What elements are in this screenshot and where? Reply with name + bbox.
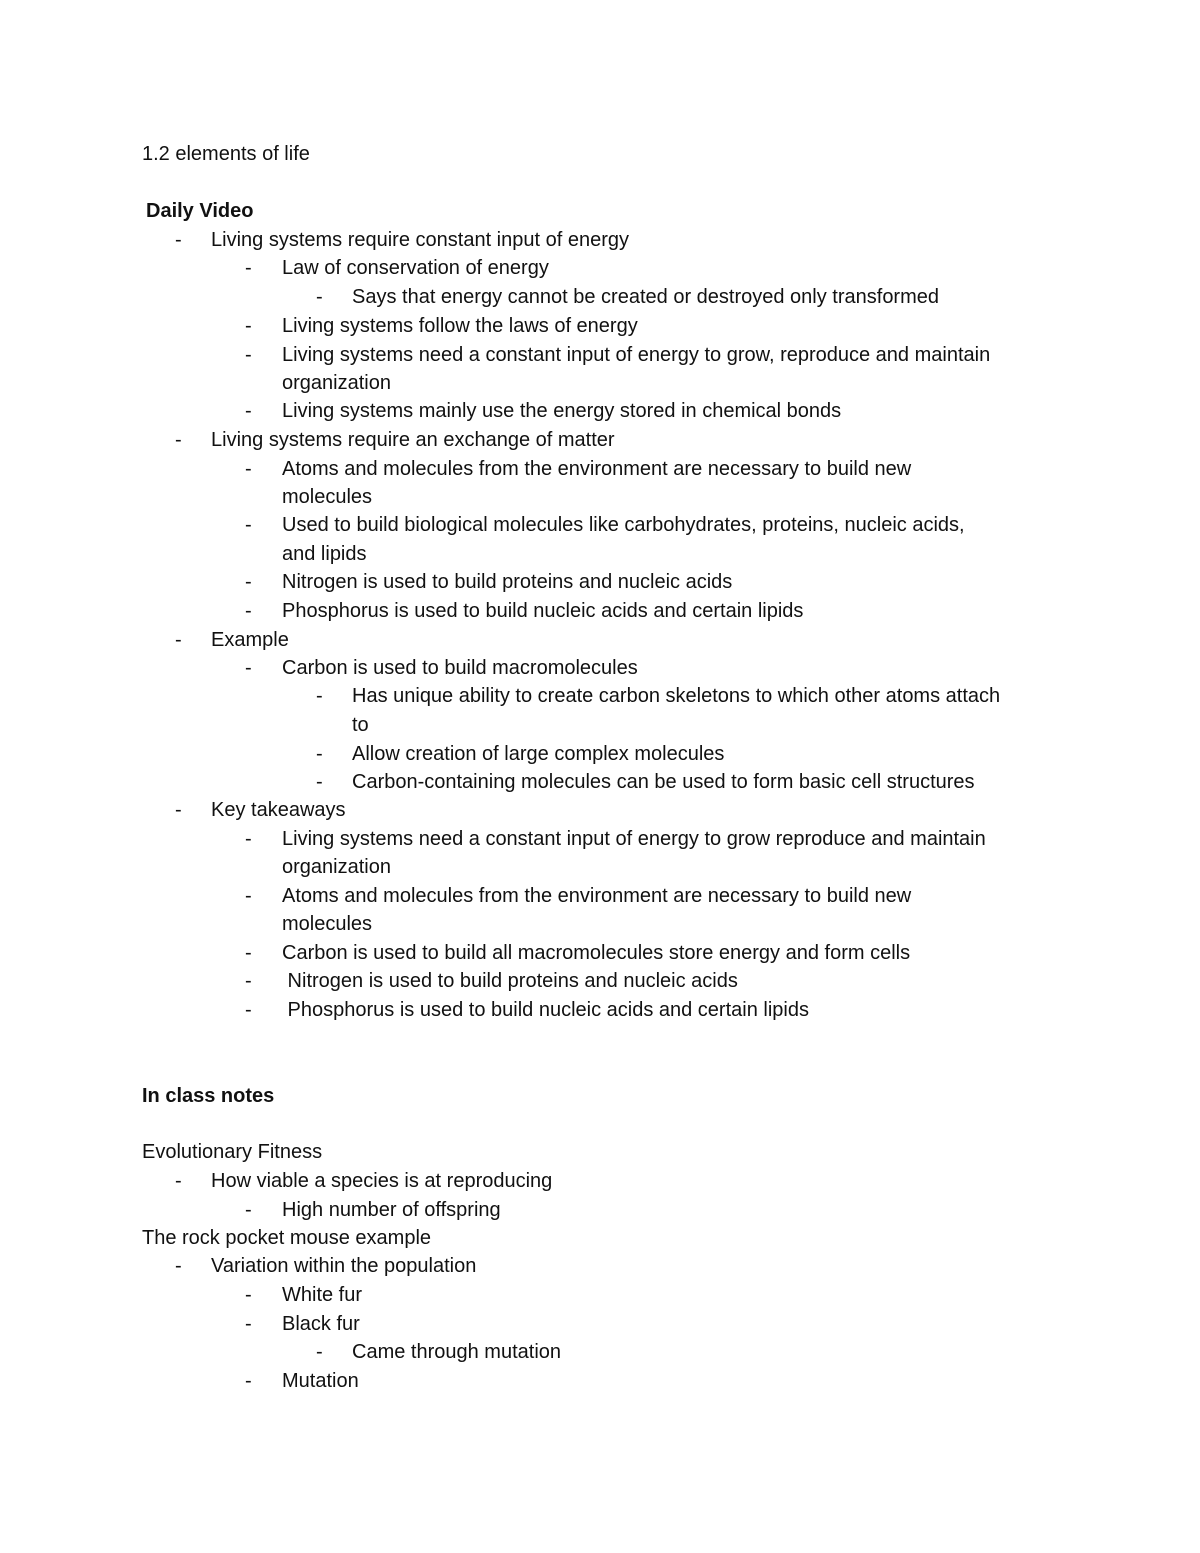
list-bullet-dash: -	[245, 657, 252, 679]
list-bullet-dash: -	[175, 799, 182, 821]
list-item: Living systems mainly use the energy stored in chemical bonds	[282, 400, 842, 422]
list-bullet-dash: -	[245, 571, 252, 593]
list-bullet-dash: -	[245, 344, 252, 366]
list-item: Living systems follow the laws of energy	[282, 315, 638, 337]
list-bullet-dash: -	[175, 629, 182, 651]
list-item: Carbon is used to build all macromolecules store energy and form cells	[282, 942, 911, 964]
list-bullet-dash: -	[245, 400, 252, 422]
list-item: Nitrogen is used to build proteins and nucleic acids	[282, 571, 733, 593]
list-bullet-dash: -	[316, 771, 323, 793]
list-bullet-dash: -	[175, 429, 182, 451]
list-item: Mutation	[282, 1370, 359, 1392]
list-item: Living systems need a constant input of energy to grow reproduce and maintain	[282, 828, 986, 850]
list-bullet-dash: -	[245, 1313, 252, 1335]
list-item: Atoms and molecules from the environment are necessary to build new	[282, 458, 912, 480]
list-item: Law of conservation of energy	[282, 257, 549, 279]
list-bullet-dash: -	[175, 1255, 182, 1277]
list-item: and lipids	[282, 543, 367, 565]
list-item: Phosphorus is used to build nucleic acids and certain lipids	[282, 600, 804, 622]
list-bullet-dash: -	[175, 229, 182, 251]
list-bullet-dash: -	[245, 257, 252, 279]
list-bullet-dash: -	[316, 286, 323, 308]
list-bullet-dash: -	[245, 999, 252, 1021]
list-item: organization	[282, 856, 391, 878]
list-bullet-dash: -	[316, 743, 323, 765]
list-item: Carbon is used to build macromolecules	[282, 657, 638, 679]
list-item: Atoms and molecules from the environment are necessary to build new	[282, 885, 912, 907]
list-item: Came through mutation	[352, 1341, 562, 1363]
list-bullet-dash: -	[245, 828, 252, 850]
list-bullet-dash: -	[245, 315, 252, 337]
list-item: Living systems require constant input of energy	[211, 229, 629, 251]
list-item: High number of offspring	[282, 1199, 501, 1221]
list-item: Variation within the population	[211, 1255, 477, 1277]
list-bullet-dash: -	[245, 970, 252, 992]
list-item: Used to build biological molecules like carbohydrates, proteins, nucleic acids,	[282, 514, 965, 536]
list-bullet-dash: -	[245, 458, 252, 480]
list-bullet-dash: -	[245, 942, 252, 964]
list-bullet-dash: -	[245, 1370, 252, 1392]
list-item: Has unique ability to create carbon skeletons to which other atoms attach	[352, 685, 1001, 707]
list-bullet-dash: -	[316, 1341, 323, 1363]
list-item: molecules	[282, 913, 373, 935]
list-item: White fur	[282, 1284, 363, 1306]
list-item: Living systems require an exchange of matter	[211, 429, 615, 451]
list-item: Allow creation of large complex molecules	[352, 743, 725, 765]
list-bullet-dash: -	[175, 1170, 182, 1192]
list-item: Says that energy cannot be created or destroyed only transformed	[352, 286, 940, 308]
list-item: The rock pocket mouse example	[142, 1227, 432, 1249]
list-item: Example	[211, 629, 289, 651]
list-item: Living systems need a constant input of energy to grow, reproduce and maintain	[282, 344, 991, 366]
list-item: Phosphorus is used to build nucleic acids and certain lipids	[282, 999, 809, 1021]
list-bullet-dash: -	[245, 1284, 252, 1306]
list-item: Carbon-containing molecules can be used to form basic cell structures	[352, 771, 975, 793]
section-heading-in-class-notes: In class notes	[142, 1085, 275, 1107]
list-bullet-dash: -	[245, 885, 252, 907]
section-heading-daily-video: Daily Video	[146, 200, 254, 222]
list-bullet-dash: -	[245, 1199, 252, 1221]
page-title: 1.2 elements of life	[142, 143, 310, 165]
list-item: to	[352, 714, 369, 736]
list-item: Black fur	[282, 1313, 360, 1335]
list-item: molecules	[282, 486, 373, 508]
list-item: organization	[282, 372, 391, 394]
list-item: Evolutionary Fitness	[142, 1141, 323, 1163]
list-item: Key takeaways	[211, 799, 346, 821]
list-bullet-dash: -	[245, 600, 252, 622]
list-item: How viable a species is at reproducing	[211, 1170, 553, 1192]
list-item: Nitrogen is used to build proteins and nucleic acids	[282, 970, 738, 992]
list-bullet-dash: -	[245, 514, 252, 536]
list-bullet-dash: -	[316, 685, 323, 707]
